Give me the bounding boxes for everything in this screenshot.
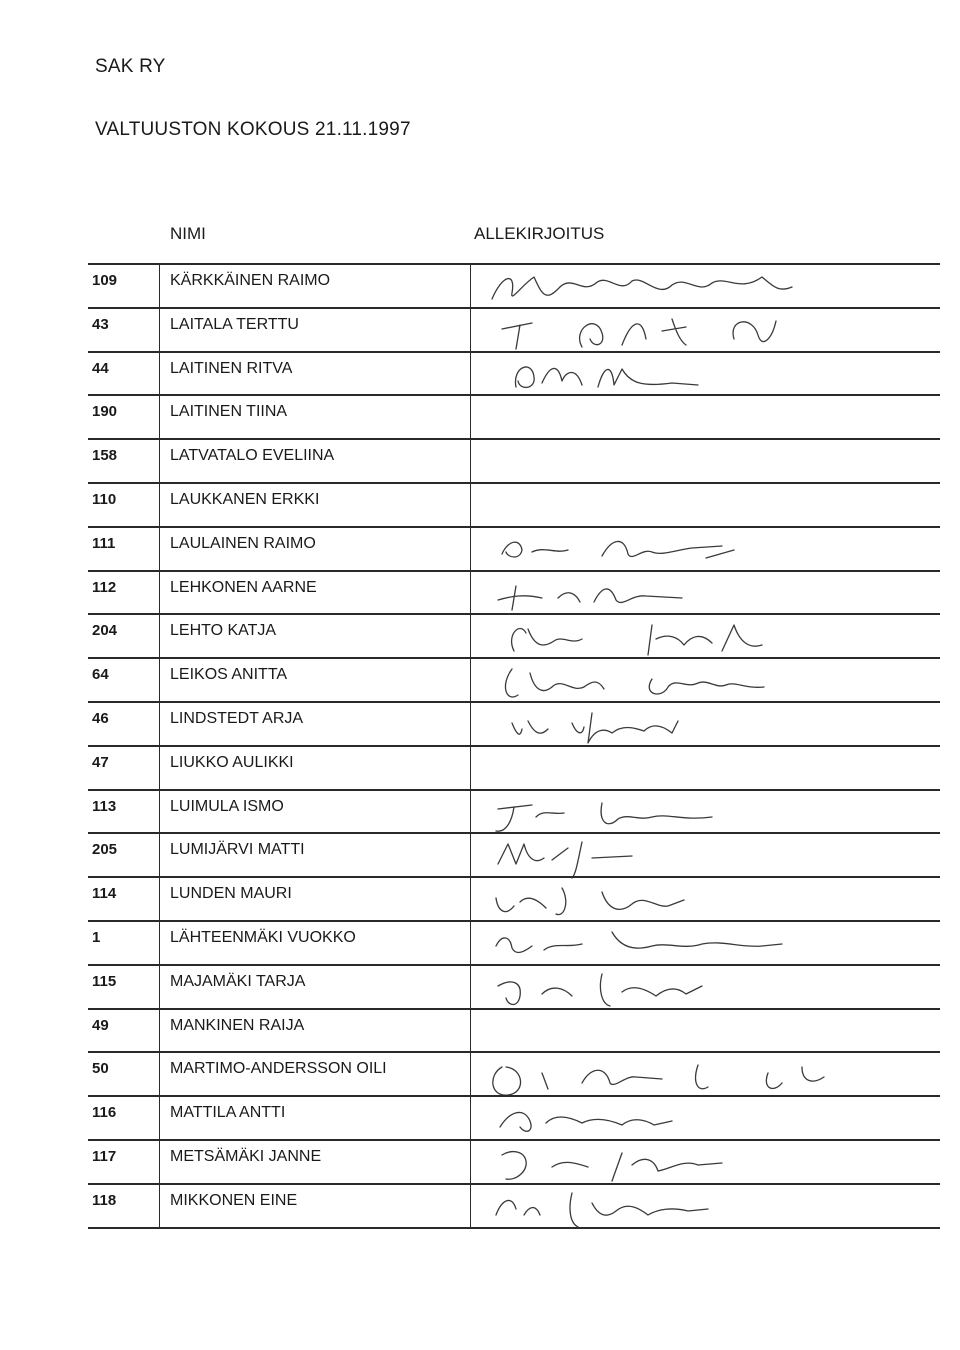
signature-cell-signed bbox=[472, 659, 940, 701]
signature-cell-empty bbox=[472, 396, 940, 438]
handwritten-signature bbox=[472, 878, 940, 922]
signature-cell-signed bbox=[472, 265, 940, 307]
member-name: LUNDEN MAURI bbox=[161, 878, 471, 920]
signature-stroke bbox=[512, 713, 678, 743]
column-header-signature: ALLEKIRJOITUS bbox=[474, 224, 605, 243]
signature-cell-signed bbox=[472, 703, 940, 745]
member-name: MIKKONEN EINE bbox=[161, 1185, 471, 1227]
member-name: LAITALA TERTTU bbox=[161, 309, 471, 351]
member-name: LAULAINEN RAIMO bbox=[161, 528, 471, 570]
signature-cell-signed bbox=[472, 1053, 940, 1095]
table-row bbox=[88, 832, 940, 876]
signature-stroke bbox=[492, 277, 792, 299]
table-row bbox=[88, 920, 940, 964]
handwritten-signature bbox=[472, 1097, 940, 1141]
handwritten-signature bbox=[472, 703, 940, 747]
signature-stroke bbox=[512, 625, 762, 655]
member-name: LÄHTEENMÄKI VUOKKO bbox=[161, 922, 471, 964]
member-number: 109 bbox=[88, 265, 160, 307]
table-row bbox=[88, 1139, 940, 1183]
handwritten-signature bbox=[472, 265, 940, 309]
signature-cell-signed bbox=[472, 878, 940, 920]
member-name: LEHKONEN AARNE bbox=[161, 572, 471, 614]
member-name: LAITINEN RITVA bbox=[161, 353, 471, 395]
handwritten-signature bbox=[472, 1053, 940, 1097]
table-row bbox=[88, 526, 940, 570]
member-name: LEHTO KATJA bbox=[161, 615, 471, 657]
handwritten-signature bbox=[472, 572, 940, 616]
member-name: LAUKKANEN ERKKI bbox=[161, 484, 471, 526]
signature-stroke bbox=[496, 888, 684, 915]
handwritten-signature bbox=[472, 1141, 940, 1185]
member-name: LUMIJÄRVI MATTI bbox=[161, 834, 471, 876]
table-row bbox=[88, 1095, 940, 1139]
table-row bbox=[88, 1051, 940, 1095]
member-name: LINDSTEDT ARJA bbox=[161, 703, 471, 745]
member-number: 116 bbox=[88, 1097, 160, 1139]
signature-stroke bbox=[496, 803, 712, 831]
handwritten-signature bbox=[472, 966, 940, 1010]
member-name: LAITINEN TIINA bbox=[161, 396, 471, 438]
handwritten-signature bbox=[472, 615, 940, 659]
signature-stroke bbox=[502, 319, 776, 349]
member-number: 190 bbox=[88, 396, 160, 438]
member-name: LUIMULA ISMO bbox=[161, 791, 471, 833]
handwritten-signature bbox=[472, 1185, 940, 1229]
member-number: 115 bbox=[88, 966, 160, 1008]
table-row bbox=[88, 876, 940, 920]
signature-stroke bbox=[505, 669, 764, 697]
signature-stroke bbox=[493, 1065, 824, 1095]
table-row bbox=[88, 263, 940, 307]
table-row bbox=[88, 307, 940, 351]
signature-stroke bbox=[496, 932, 782, 952]
signature-stroke bbox=[502, 1152, 722, 1181]
signature-cell-empty bbox=[472, 484, 940, 526]
signature-cell-signed bbox=[472, 572, 940, 614]
signature-cell-signed bbox=[472, 353, 940, 395]
member-number: 111 bbox=[88, 528, 160, 570]
table-row bbox=[88, 701, 940, 745]
signature-cell-signed bbox=[472, 922, 940, 964]
signature-stroke bbox=[515, 367, 698, 387]
column-header-name: NIMI bbox=[170, 224, 206, 243]
table-row bbox=[88, 351, 940, 395]
signature-cell-signed bbox=[472, 966, 940, 1008]
member-name: MARTIMO-ANDERSSON OILI bbox=[161, 1053, 471, 1095]
table-row bbox=[88, 789, 940, 833]
signature-stroke bbox=[502, 541, 734, 558]
member-number: 118 bbox=[88, 1185, 160, 1227]
member-number: 112 bbox=[88, 572, 160, 614]
member-number: 49 bbox=[88, 1010, 160, 1052]
member-name: LIUKKO AULIKKI bbox=[161, 747, 471, 789]
member-number: 110 bbox=[88, 484, 160, 526]
signature-cell-signed bbox=[472, 1097, 940, 1139]
table-row bbox=[88, 394, 940, 438]
member-number: 50 bbox=[88, 1053, 160, 1095]
attendance-table bbox=[88, 263, 940, 1229]
member-number: 43 bbox=[88, 309, 160, 351]
signature-cell-signed bbox=[472, 1141, 940, 1183]
table-row bbox=[88, 570, 940, 614]
member-number: 44 bbox=[88, 353, 160, 395]
handwritten-signature bbox=[472, 659, 940, 703]
member-name: MANKINEN RAIJA bbox=[161, 1010, 471, 1052]
signature-cell-signed bbox=[472, 1185, 940, 1227]
member-number: 205 bbox=[88, 834, 160, 876]
signature-cell-empty bbox=[472, 1010, 940, 1052]
signature-cell-signed bbox=[472, 615, 940, 657]
meeting-title: VALTUUSTON KOKOUS 21.11.1997 bbox=[95, 119, 411, 140]
member-name: MAJAMÄKI TARJA bbox=[161, 966, 471, 1008]
handwritten-signature bbox=[472, 353, 940, 397]
table-row bbox=[88, 657, 940, 701]
member-name: KÄRKKÄINEN RAIMO bbox=[161, 265, 471, 307]
table-row bbox=[88, 613, 940, 657]
table-row bbox=[88, 482, 940, 526]
member-number: 47 bbox=[88, 747, 160, 789]
handwritten-signature bbox=[472, 834, 940, 878]
handwritten-signature bbox=[472, 791, 940, 835]
table-row bbox=[88, 438, 940, 482]
member-number: 204 bbox=[88, 615, 160, 657]
signature-cell-signed bbox=[472, 309, 940, 351]
table-row bbox=[88, 1183, 940, 1229]
signature-stroke bbox=[498, 974, 702, 1006]
signature-cell-signed bbox=[472, 791, 940, 833]
organization-name: SAK RY bbox=[95, 56, 166, 77]
handwritten-signature bbox=[472, 309, 940, 353]
table-row bbox=[88, 745, 940, 789]
member-name: LEIKOS ANITTA bbox=[161, 659, 471, 701]
handwritten-signature bbox=[472, 922, 940, 966]
member-number: 117 bbox=[88, 1141, 160, 1183]
member-number: 64 bbox=[88, 659, 160, 701]
signature-stroke bbox=[498, 586, 682, 610]
signature-stroke bbox=[500, 1113, 672, 1132]
member-name: MATTILA ANTTI bbox=[161, 1097, 471, 1139]
signature-cell-signed bbox=[472, 834, 940, 876]
signature-stroke bbox=[496, 1193, 708, 1227]
signature-cell-signed bbox=[472, 528, 940, 570]
member-name: LATVATALO EVELIINA bbox=[161, 440, 471, 482]
signature-cell-empty bbox=[472, 440, 940, 482]
member-number: 158 bbox=[88, 440, 160, 482]
member-number: 46 bbox=[88, 703, 160, 745]
member-number: 113 bbox=[88, 791, 160, 833]
member-name: METSÄMÄKI JANNE bbox=[161, 1141, 471, 1183]
signature-cell-empty bbox=[472, 747, 940, 789]
table-row bbox=[88, 1008, 940, 1052]
member-number: 114 bbox=[88, 878, 160, 920]
member-number: 1 bbox=[88, 922, 160, 964]
signature-stroke bbox=[498, 842, 632, 878]
handwritten-signature bbox=[472, 528, 940, 572]
table-row bbox=[88, 964, 940, 1008]
